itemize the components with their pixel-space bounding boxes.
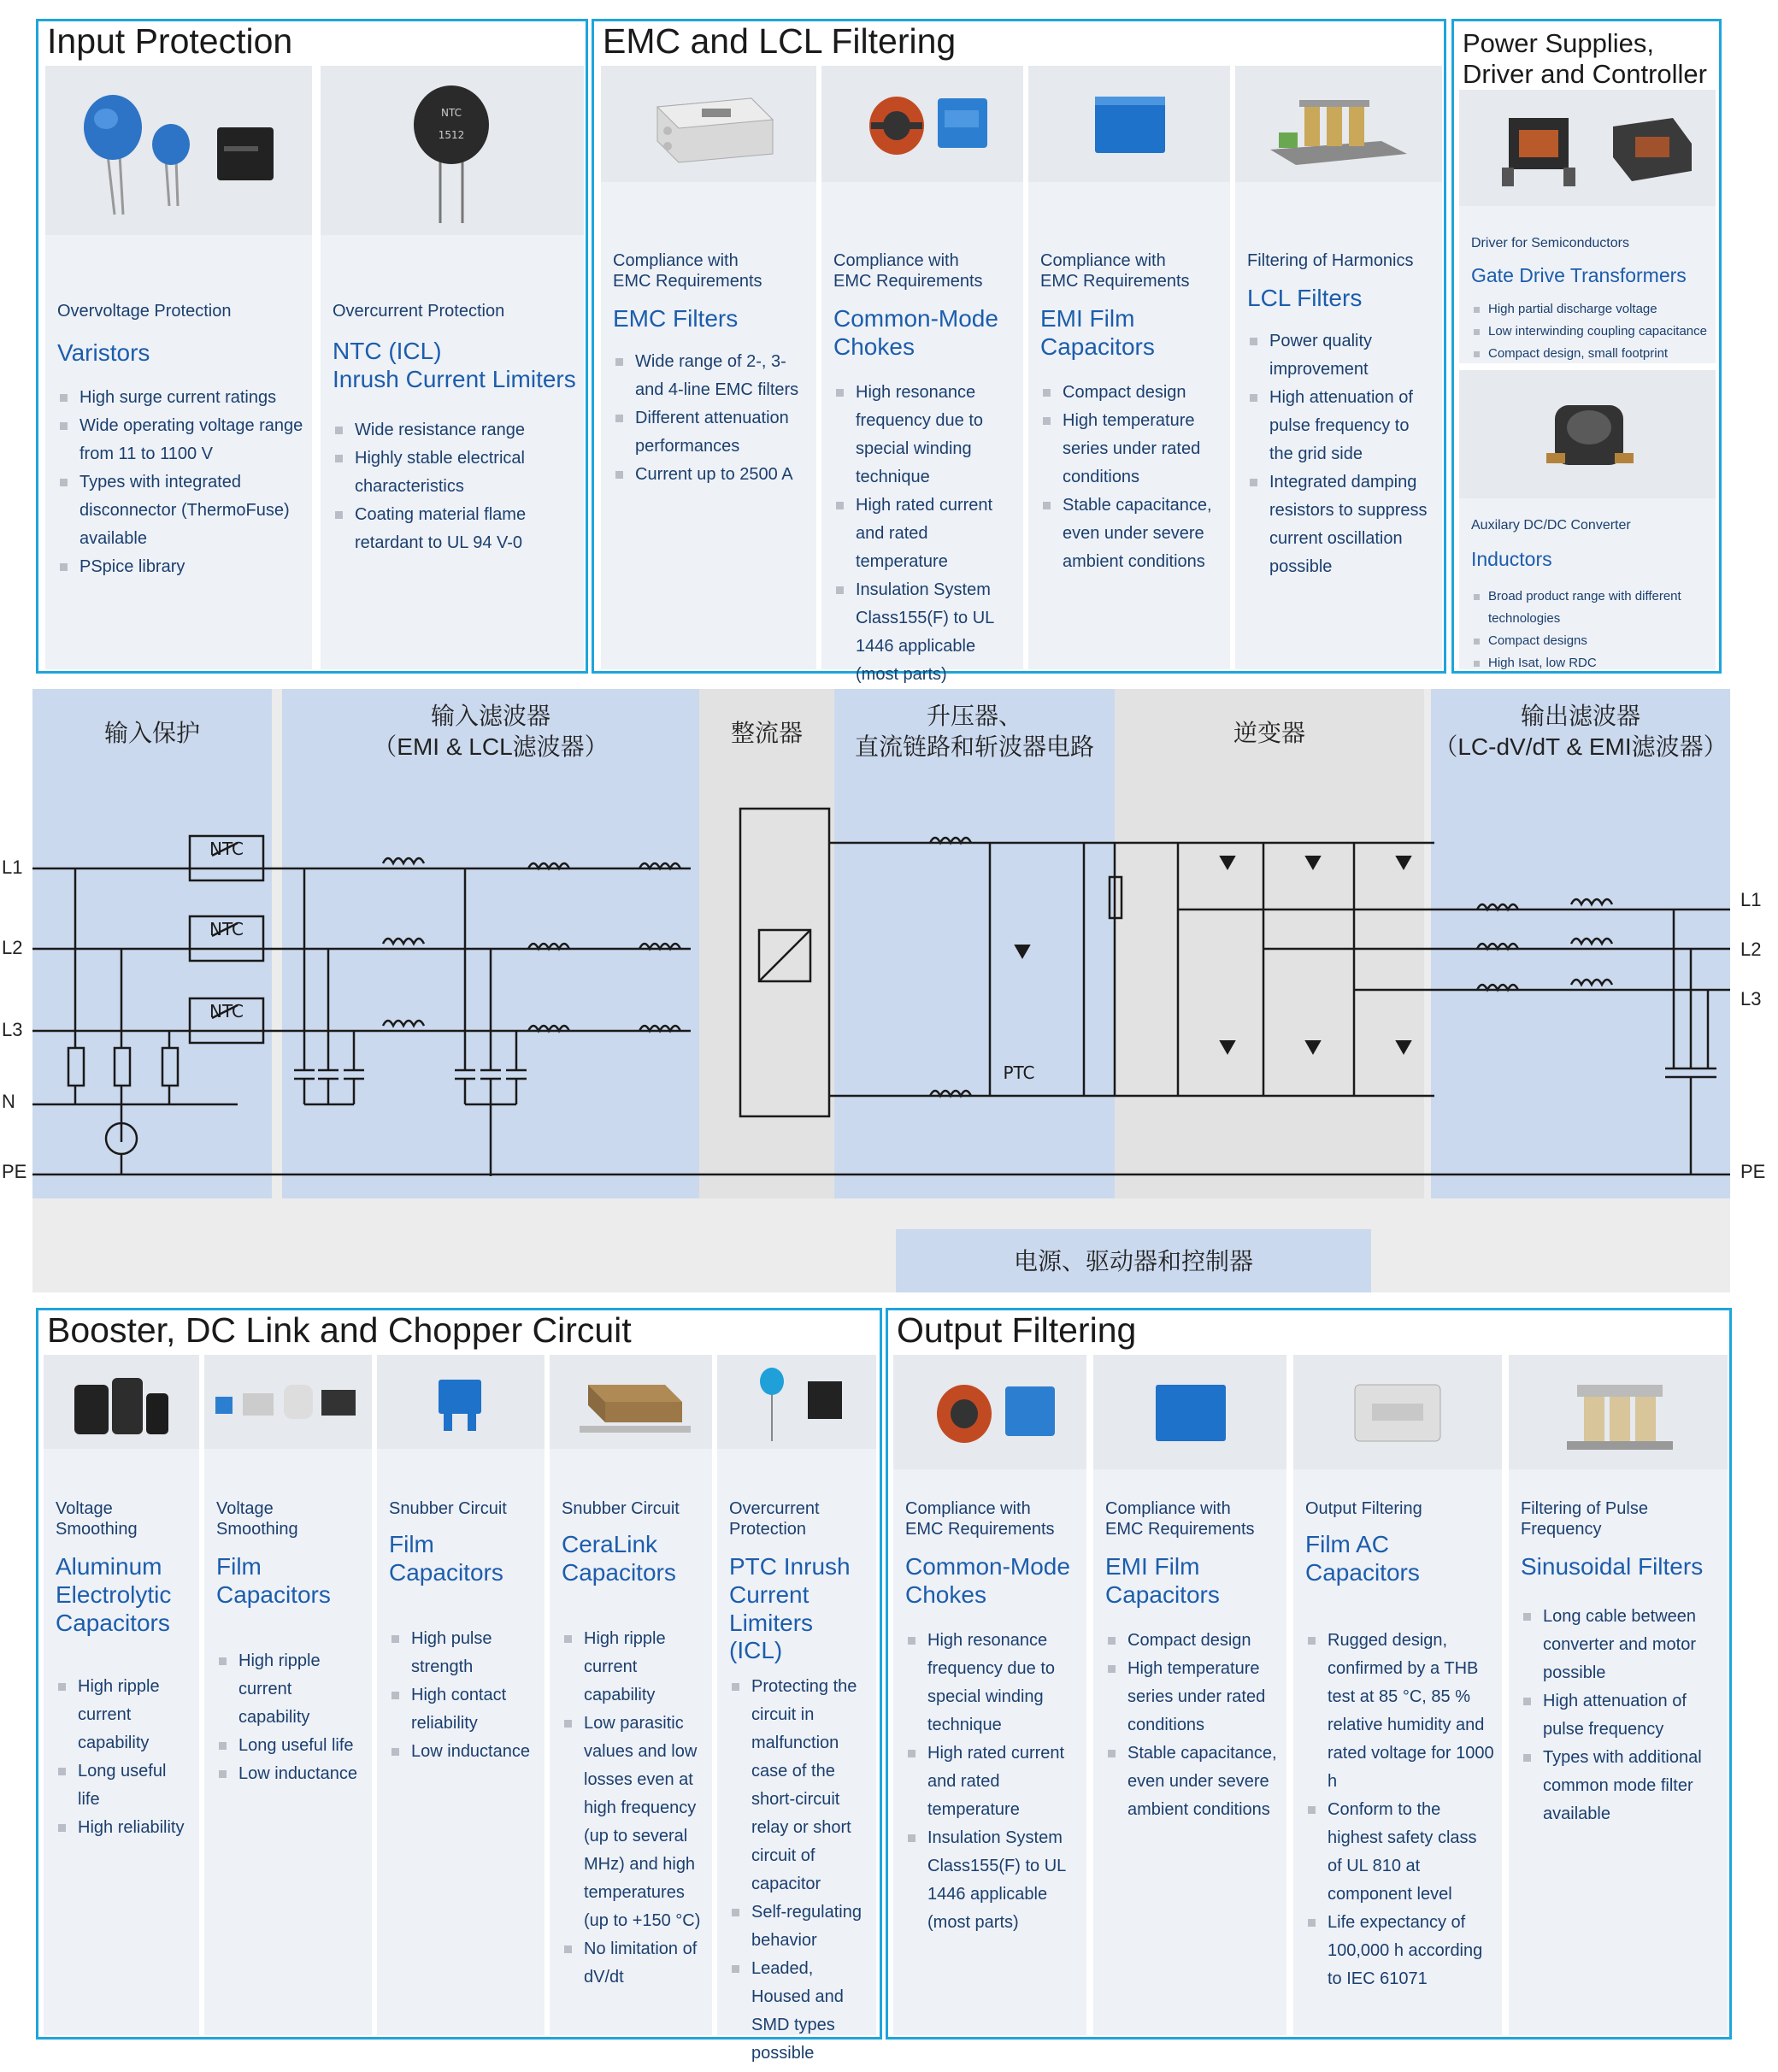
product-card-ptc-icl[interactable]: [717, 1355, 876, 2063]
circuit-diagram: [2, 689, 1766, 1292]
feature-item: Types with additional common mode filter available: [1521, 1744, 1721, 1828]
product-card-output-emi-film-capacitors[interactable]: [1093, 1355, 1286, 2035]
output-choke-photo: [893, 1355, 1086, 1469]
ptc-photo: [717, 1355, 876, 1449]
ntc-photo: [321, 66, 584, 235]
card-product-name[interactable]: CeraLink Capacitors: [562, 1531, 676, 1586]
feature-item: Low inductance: [216, 1760, 365, 1788]
feature-item: Different attenuation performances: [613, 404, 810, 461]
feature-list: [729, 1673, 869, 2068]
product-card-sinusoidal-filters[interactable]: [1509, 1355, 1728, 2035]
feature-list: [1105, 1627, 1280, 1824]
wire-label-l3-out: L3: [1740, 988, 1762, 1010]
product-card-emc-filters[interactable]: [601, 66, 816, 669]
feature-item: Insulation System Class155(F) to UL 1446 applicable (most parts): [833, 576, 1016, 689]
card-product-name[interactable]: EMI Film Capacitors: [1040, 305, 1155, 360]
product-card-aluminum-electrolytic[interactable]: [44, 1355, 199, 2035]
product-card-ceralink[interactable]: [550, 1355, 712, 2035]
feature-item: Long useful life: [56, 1757, 192, 1814]
card-category: Compliance with EMC Requirements: [613, 251, 762, 291]
feature-item: High contact reliability: [389, 1681, 538, 1738]
svg-text:1512: 1512: [438, 129, 465, 141]
feature-item: Low interwinding coupling capacitance: [1471, 321, 1709, 343]
feature-item: High ripple current capability: [56, 1673, 192, 1757]
inductor-photo: [1459, 370, 1716, 498]
snubber-capacitor-photo: [377, 1355, 545, 1449]
product-card-film-capacitors-smoothing[interactable]: [204, 1355, 372, 2035]
feature-item: Long cable between converter and motor possible: [1521, 1603, 1721, 1687]
card-product-name[interactable]: Varistors: [57, 339, 150, 366]
product-card-lcl-filters[interactable]: [1235, 66, 1442, 669]
feature-item: Highly stable electrical characteristics: [333, 444, 577, 501]
feature-item: Wide range of 2-, 3- and 4-line EMC filters: [613, 348, 810, 404]
feature-item: High ripple current capability: [562, 1625, 705, 1710]
feature-item: Low inductance: [389, 1738, 538, 1766]
feature-list: [1040, 379, 1223, 576]
feature-item: Coating material flame retardant to UL 94 V-0: [333, 501, 577, 557]
wire-label-l1: L1: [2, 856, 23, 878]
section-title: Power Supplies, Driver and Controller: [1463, 28, 1707, 89]
feature-list: [1521, 1603, 1721, 1828]
feature-item: Wide operating voltage range from 11 to 1100 V: [57, 412, 305, 468]
wire-label-pe: PE: [2, 1161, 27, 1182]
product-card-output-common-mode-chokes[interactable]: [893, 1355, 1086, 2035]
card-category: Voltage Smoothing: [216, 1499, 298, 1539]
band-label: 输入保护: [103, 720, 200, 746]
feature-item: High rated current and rated temperature: [905, 1739, 1080, 1824]
card-product-name[interactable]: Inductors: [1471, 548, 1552, 570]
card-category: Auxilary DC/DC Converter: [1471, 518, 1631, 533]
section-title: Output Filtering: [897, 1310, 1137, 1350]
product-card-ntc-icl[interactable]: [321, 66, 584, 669]
feature-item: Broad product range with different technologies: [1471, 586, 1709, 630]
wire-label-pe-out: PE: [1740, 1161, 1766, 1182]
feature-list: [57, 384, 305, 581]
feature-item: Rugged design, confirmed by a THB test at 85 °C, 85 % relative humidity and rated voltage for 1000 h: [1305, 1627, 1495, 1796]
feature-item: Life expectancy of 100,000 h according to IEC 61071: [1305, 1909, 1495, 1993]
card-product-name[interactable]: Aluminum Electrolytic Capacitors: [56, 1553, 172, 1636]
feature-item: High surge current ratings: [57, 384, 305, 412]
product-card-film-capacitors-snubber[interactable]: [377, 1355, 545, 2035]
band-label: 输出滤波器 （LC-dV/dT & EMI滤波器）: [1434, 703, 1728, 761]
card-product-name[interactable]: Film Capacitors: [216, 1553, 331, 1608]
sinusoidal-filter-photo: [1509, 1355, 1728, 1469]
emc-filter-photo: [601, 66, 816, 182]
ceralink-photo: [550, 1355, 712, 1449]
ntc-label-l1: NTC: [209, 839, 244, 859]
product-card-gate-drive-transformers[interactable]: [1459, 90, 1716, 363]
card-category: Output Filtering: [1305, 1499, 1422, 1518]
feature-item: Integrated damping resistors to suppress current oscillation possible: [1247, 468, 1435, 581]
feature-item: Conform to the highest safety class of UL 810 at component level: [1305, 1796, 1495, 1909]
feature-item: High attenuation of pulse frequency to the grid side: [1247, 384, 1435, 468]
card-category: Filtering of Harmonics: [1247, 251, 1414, 270]
feature-list: [1247, 327, 1435, 581]
product-card-common-mode-chokes[interactable]: [821, 66, 1023, 684]
ntc-label-l2: NTC: [209, 919, 244, 939]
ptc-label: PTC: [1003, 1062, 1035, 1083]
feature-item: High rated current and rated temperature: [833, 492, 1016, 576]
card-category: Overcurrent Protection: [333, 302, 505, 321]
feature-list: [216, 1647, 365, 1788]
film-capacitor-photo: [204, 1355, 372, 1449]
feature-item: Compact design, small footprint: [1471, 343, 1709, 365]
card-category: Snubber Circuit: [389, 1499, 507, 1518]
feature-item: Stable capacitance, even under severe ambient conditions: [1040, 492, 1223, 576]
card-category: Compliance with EMC Requirements: [905, 1499, 1055, 1539]
feature-list: [56, 1673, 192, 1842]
ntc-label-l3: NTC: [209, 1001, 244, 1021]
power-supplies-label: 电源、驱动器和控制器: [1013, 1248, 1253, 1274]
card-category: Compliance with EMC Requirements: [1105, 1499, 1255, 1539]
card-product-name[interactable]: Gate Drive Transformers: [1471, 264, 1687, 286]
product-card-film-ac-capacitors[interactable]: [1293, 1355, 1502, 2035]
svg-text:NTC: NTC: [441, 107, 462, 119]
lcl-filter-photo: [1235, 66, 1442, 182]
card-category: Overcurrent Protection: [729, 1499, 820, 1539]
feature-list: [613, 348, 810, 489]
card-category: Driver for Semiconductors: [1471, 236, 1629, 250]
wire-label-l2: L2: [2, 937, 23, 958]
circuit-schematic: [32, 689, 1730, 1202]
card-product-name[interactable]: PTC Inrush Current Limiters (ICL): [729, 1553, 851, 1664]
card-product-name[interactable]: Sinusoidal Filters: [1521, 1553, 1704, 1580]
feature-item: Leaded, Housed and SMD types possible: [729, 1955, 869, 2068]
feature-item: Current up to 2500 A: [613, 461, 810, 489]
product-card-varistors[interactable]: [45, 66, 312, 669]
feature-item: High resonance frequency due to special winding technique: [905, 1627, 1080, 1739]
feature-list: [562, 1625, 705, 1992]
product-card-inductors[interactable]: [1459, 370, 1716, 669]
feature-item: High temperature series under rated conditions: [1105, 1655, 1280, 1739]
feature-item: High pulse strength: [389, 1625, 538, 1681]
feature-item: Compact designs: [1471, 630, 1709, 652]
booster-section: [36, 1308, 882, 2063]
wire-label-l3: L3: [2, 1019, 23, 1040]
power-supplies-section: [1451, 19, 1722, 674]
feature-item: High temperature series under rated conditions: [1040, 407, 1223, 492]
feature-list: [1471, 298, 1709, 365]
choke-photo: [821, 66, 1023, 182]
feature-item: High ripple current capability: [216, 1647, 365, 1732]
emc-lcl-filtering-section: [592, 19, 1446, 684]
feature-list: [1471, 586, 1709, 674]
card-category: Voltage Smoothing: [56, 1499, 138, 1539]
feature-item: High resonance frequency due to special winding technique: [833, 379, 1016, 492]
feature-item: Low parasitic values and low losses even at high frequency (up to several MHz) and high temperatures (up to +150 °C): [562, 1710, 705, 1935]
card-product-name[interactable]: NTC (ICL) Inrush Current Limiters: [333, 338, 576, 392]
wire-label-n: N: [2, 1091, 15, 1112]
section-title: Input Protection: [47, 21, 293, 61]
wire-label-l2-out: L2: [1740, 939, 1762, 960]
card-category: Snubber Circuit: [562, 1499, 680, 1518]
output-emi-capacitor-photo: [1093, 1355, 1286, 1469]
card-product-name[interactable]: EMI Film Capacitors: [1105, 1553, 1220, 1608]
band-label: 逆变器: [1233, 720, 1305, 746]
feature-list: [833, 379, 1016, 689]
feature-item: Compact design: [1105, 1627, 1280, 1655]
band-label: 整流器: [730, 720, 803, 746]
feature-list: [333, 416, 577, 557]
card-category: Filtering of Pulse Frequency: [1521, 1499, 1648, 1539]
feature-item: Types with integrated disconnector (ThermoFuse) available: [57, 468, 305, 553]
emi-capacitor-photo: [1028, 66, 1230, 182]
wire-label-l1-out: L1: [1740, 889, 1762, 910]
card-product-name[interactable]: Common-Mode Chokes: [905, 1553, 1070, 1608]
feature-item: Power quality improvement: [1247, 327, 1435, 384]
card-product-name[interactable]: Film AC Capacitors: [1305, 1531, 1420, 1586]
transformer-photo: [1459, 90, 1716, 206]
feature-item: High reliability: [56, 1814, 192, 1842]
feature-item: No limitation of dV/dt: [562, 1935, 705, 1992]
section-title: EMC and LCL Filtering: [603, 21, 957, 61]
output-filtering-section: [886, 1308, 1732, 2040]
product-card-emi-film-capacitors[interactable]: [1028, 66, 1230, 669]
card-product-name[interactable]: Common-Mode Chokes: [833, 305, 998, 360]
band-label: 输入滤波器 （EMI & LCL滤波器）: [373, 703, 609, 761]
section-title: Booster, DC Link and Chopper Circuit: [47, 1310, 632, 1350]
input-protection-section: [36, 19, 588, 674]
card-category: Overvoltage Protection: [57, 302, 232, 321]
film-ac-capacitor-photo: [1293, 1355, 1502, 1469]
feature-item: Compact design: [1040, 379, 1223, 407]
electrolytic-photo: [44, 1355, 199, 1449]
card-category: Compliance with EMC Requirements: [833, 251, 983, 291]
feature-item: High Isat, low RDC: [1471, 652, 1709, 674]
card-category: Compliance with EMC Requirements: [1040, 251, 1190, 291]
feature-item: Protecting the circuit in malfunction case of the short-circuit relay or short circuit of capacitor: [729, 1673, 869, 1898]
feature-item: Insulation System Class155(F) to UL 1446 applicable (most parts): [905, 1824, 1080, 1937]
feature-item: Wide resistance range: [333, 416, 577, 444]
card-product-name[interactable]: EMC Filters: [613, 305, 739, 332]
feature-item: High partial discharge voltage: [1471, 298, 1709, 321]
feature-item: PSpice library: [57, 553, 305, 581]
feature-item: Self-regulating behavior: [729, 1898, 869, 1955]
card-product-name[interactable]: LCL Filters: [1247, 285, 1363, 311]
band-label: 升压器、 直流链路和斩波器电路: [854, 703, 1094, 761]
varistor-photo: [45, 66, 312, 235]
feature-item: Long useful life: [216, 1732, 365, 1760]
card-product-name[interactable]: Film Capacitors: [389, 1531, 503, 1586]
feature-item: Stable capacitance, even under severe ambient conditions: [1105, 1739, 1280, 1824]
feature-list: [905, 1627, 1080, 1937]
feature-item: High attenuation of pulse frequency: [1521, 1687, 1721, 1744]
feature-list: [1305, 1627, 1495, 1993]
feature-list: [389, 1625, 538, 1766]
